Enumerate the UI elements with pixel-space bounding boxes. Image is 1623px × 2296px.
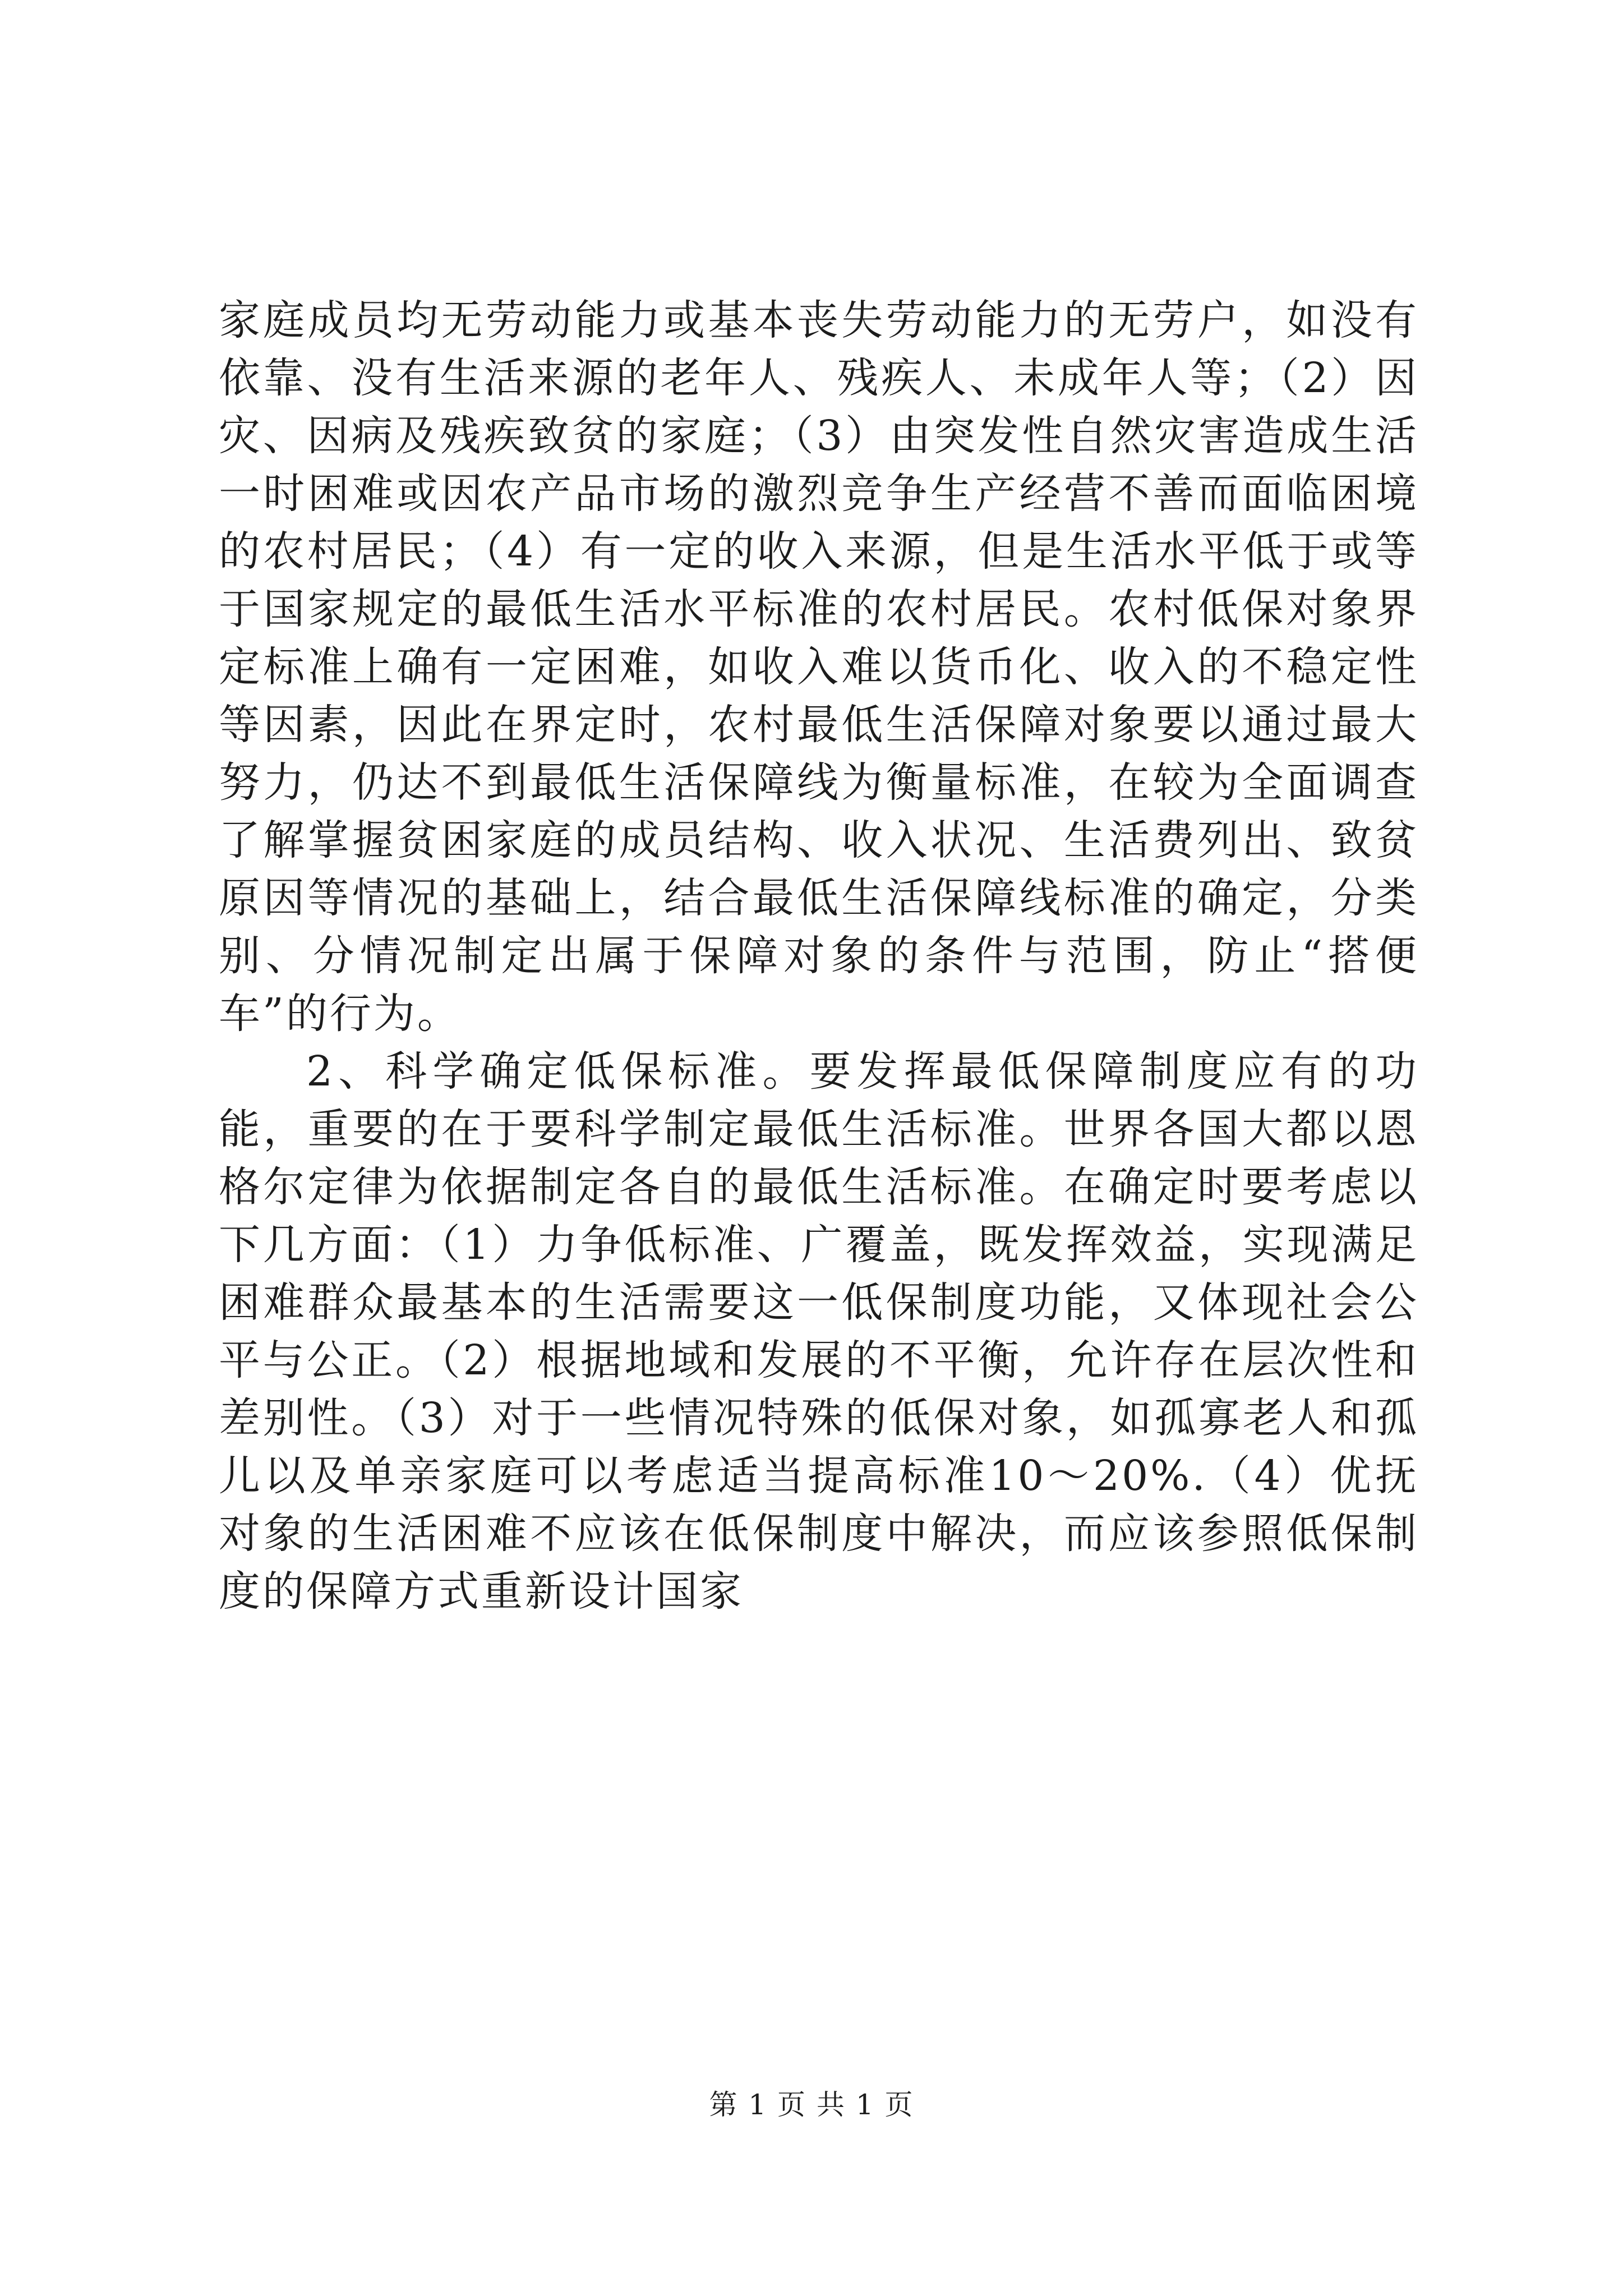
- paragraph-continuation: 家庭成员均无劳动能力或基本丧失劳动能力的无劳户，如没有依靠、没有生活来源的老年人、残疾人、未成年人等；（2）因灾、因病及残疾致贫的家庭；（3）由突发性自然灾害造成生活一时困难或因农产品市场的激烈竞争生产经营不善而面临困境的农村居民；（4）有一定的收入来源，但是生活水平低于或等于国家规定的最低生活水平标准的农村居民。农村低保对象界定标准上确有一定困难，如收入难以货币化、收入的不稳定性等因素，因此在界定时，农村最低生活保障对象要以通过最大努力，仍达不到最低生活保障线为衡量标准，在较为全面调查了解掌握贫困家庭的成员结构、收入状况、生活费列出、致贫原因等情况的基础上，结合最低生活保障线标准的确定，分类别、分情况制定出属于保障对象的条件与范围，防止“搭便车”的行为。: [219, 296, 1419, 1038]
- paragraph-low-income-standard: 2、科学确定低保标准。要发挥最低保障制度应有的功能，重要的在于要科学制定最低生活标准。世界各国大都以恩格尔定律为依据制定各自的最低生活标准。在确定时要考虑以下几方面：（1）力争低标准、广覆盖，既发挥效益，实现满足困难群众最基本的生活需要这一低保制度功能，又体现社会公平与公正。（2）根据地域和发展的不平衡，允许存在层次性和差别性。（3）对于一些情况特殊的低保对象，如孤寡老人和孤儿以及单亲家庭可以考虑适当提高标准10～20%.（4）优抚对象的生活困难不应该在低保制度中解决，而应该参照低保制度的保障方式重新设计国家: [219, 1047, 1419, 1616]
- page-footer: 第 1 页 共 1 页: [709, 2088, 914, 2121]
- document-body: [219, 292, 1419, 1621]
